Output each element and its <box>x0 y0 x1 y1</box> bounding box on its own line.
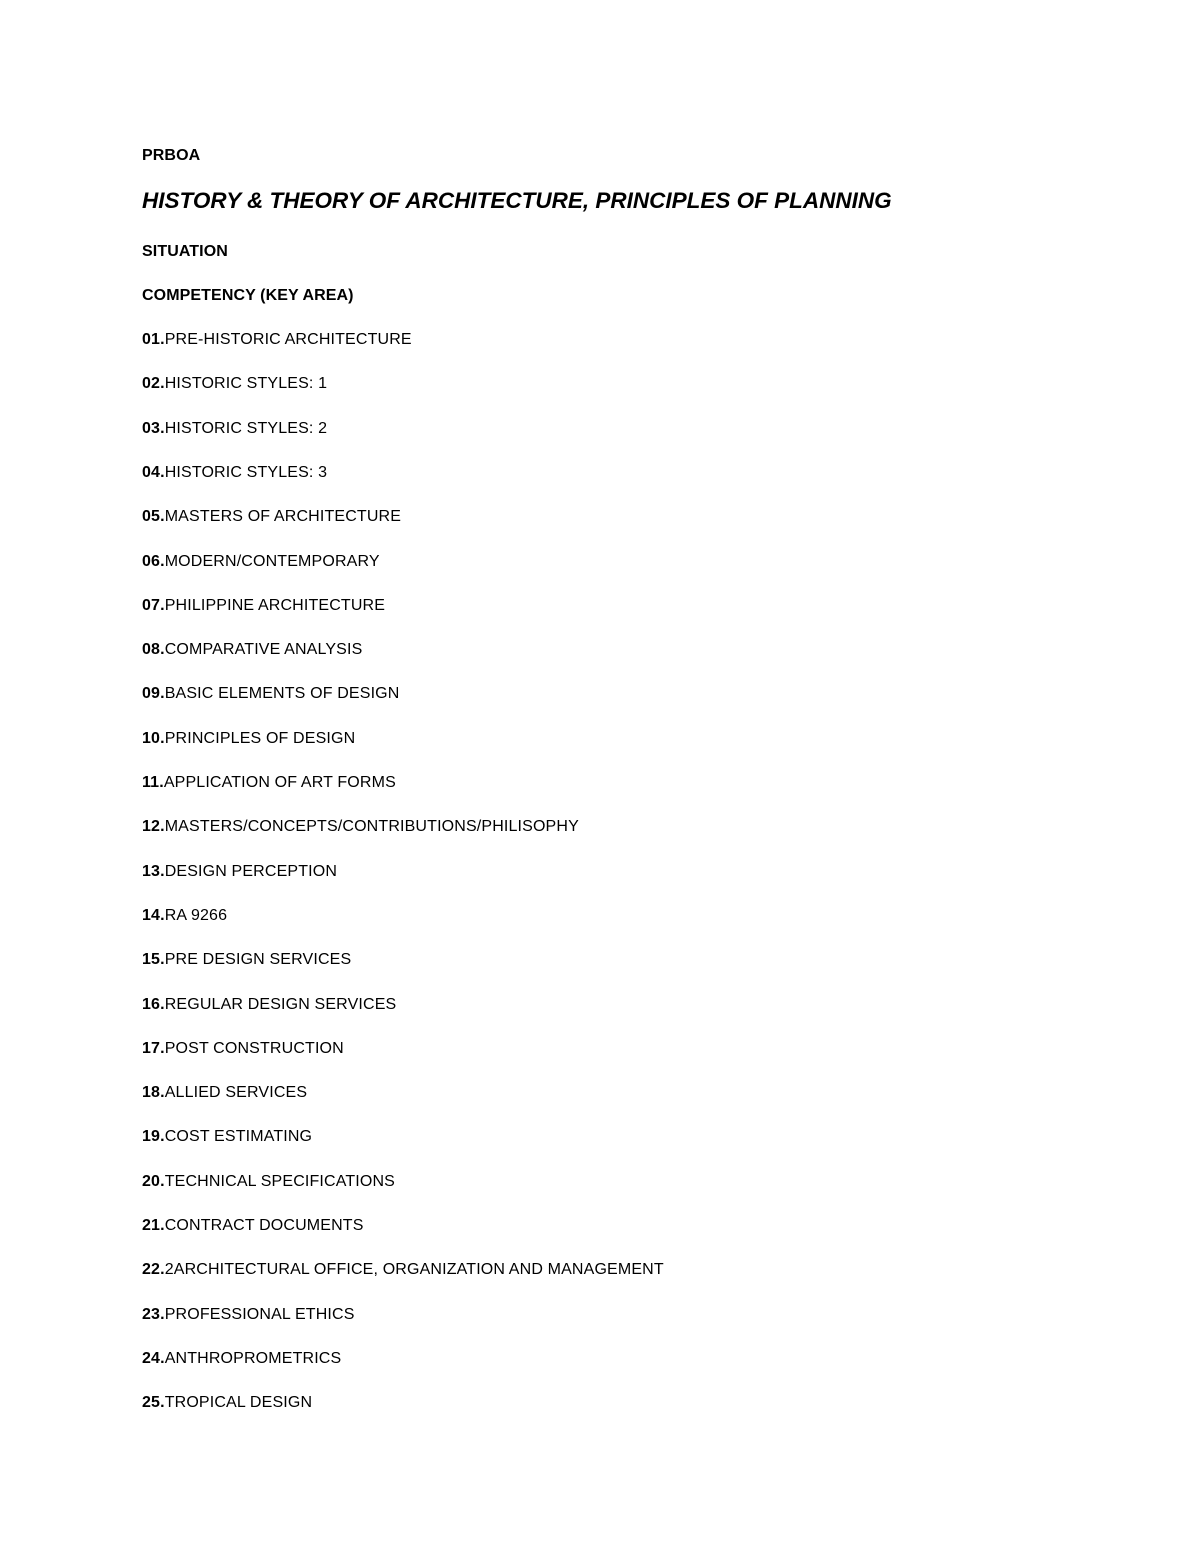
list-item-number: 11. <box>142 774 164 791</box>
list-item-text: COMPARATIVE ANALYSIS <box>164 641 363 658</box>
list-item-text: DESIGN PERCEPTION <box>164 863 338 880</box>
list-item <box>142 331 412 349</box>
list-item-number: 21. <box>142 1217 165 1234</box>
list-item-text: HISTORIC STYLES: 2 <box>164 420 328 437</box>
list-item-text: COST ESTIMATING <box>164 1128 313 1145</box>
list-item <box>142 685 399 703</box>
list-item-text: POST CONSTRUCTION <box>164 1040 344 1057</box>
list-item-number: 12. <box>142 818 165 835</box>
list-item <box>142 641 362 659</box>
list-item <box>142 1217 364 1235</box>
list-item-text: HISTORIC STYLES: 1 <box>164 375 328 392</box>
list-item-number: 20. <box>142 1173 165 1190</box>
list-item-text: REGULAR DESIGN SERVICES <box>164 996 397 1013</box>
list-item-number: 05. <box>142 508 165 525</box>
list-item <box>142 1306 355 1324</box>
document-title: HISTORY & THEORY OF ARCHITECTURE, PRINCIPLES OF PLANNING <box>142 188 892 213</box>
list-item <box>142 907 227 925</box>
list-item-text: 2ARCHITECTURAL OFFICE, ORGANIZATION AND MANAGEMENT <box>164 1261 664 1278</box>
list-item-number: 04. <box>142 464 165 481</box>
list-item <box>142 1350 341 1368</box>
list-item <box>142 375 327 393</box>
list-item <box>142 1394 312 1412</box>
list-item-number: 25. <box>142 1394 165 1411</box>
list-item-number: 09. <box>142 685 165 702</box>
list-item <box>142 774 396 792</box>
list-item <box>142 951 351 969</box>
list-item <box>142 818 579 836</box>
list-item-number: 17. <box>142 1040 165 1057</box>
list-item-number: 16. <box>142 996 165 1013</box>
list-item <box>142 730 355 748</box>
list-item <box>142 597 385 615</box>
list-item-number: 02. <box>142 375 165 392</box>
list-item-text: ANTHROPROMETRICS <box>164 1350 342 1367</box>
list-item-text: PHILIPPINE ARCHITECTURE <box>164 597 386 614</box>
list-item-text: MASTERS/CONCEPTS/CONTRIBUTIONS/PHILISOPHY <box>164 818 579 835</box>
list-item <box>142 1084 307 1102</box>
list-item <box>142 1261 664 1279</box>
list-item-number: 01. <box>142 331 165 348</box>
list-item-number: 10. <box>142 730 165 747</box>
list-item-number: 08. <box>142 641 165 658</box>
list-item-number: 03. <box>142 420 165 437</box>
list-item-text: PRE-HISTORIC ARCHITECTURE <box>164 331 412 348</box>
list-item <box>142 1173 395 1191</box>
list-item-text: PRINCIPLES OF DESIGN <box>164 730 356 747</box>
list-item-number: 19. <box>142 1128 165 1145</box>
competency-heading: COMPETENCY (KEY AREA) <box>142 287 354 304</box>
list-item <box>142 464 327 482</box>
list-item-number: 15. <box>142 951 165 968</box>
list-item-text: BASIC ELEMENTS OF DESIGN <box>164 685 400 702</box>
list-item-number: 22. <box>142 1261 165 1278</box>
list-item-text: TECHNICAL SPECIFICATIONS <box>164 1173 395 1190</box>
list-item-text: HISTORIC STYLES: 3 <box>164 464 328 481</box>
list-item-number: 06. <box>142 553 165 570</box>
list-item <box>142 1040 344 1058</box>
list-item-number: 07. <box>142 597 165 614</box>
list-item-text: MODERN/CONTEMPORARY <box>164 553 380 570</box>
list-item-text: PRE DESIGN SERVICES <box>164 951 352 968</box>
list-item-number: 13. <box>142 863 165 880</box>
list-item <box>142 553 380 571</box>
list-item <box>142 508 401 526</box>
list-item-number: 14. <box>142 907 165 924</box>
org-heading: PRBOA <box>142 147 201 164</box>
list-item-text: APPLICATION OF ART FORMS <box>163 774 396 791</box>
list-item <box>142 420 327 438</box>
list-item-text: CONTRACT DOCUMENTS <box>164 1217 364 1234</box>
list-item-text: MASTERS OF ARCHITECTURE <box>164 508 402 525</box>
list-item-number: 18. <box>142 1084 165 1101</box>
list-item-text: PROFESSIONAL ETHICS <box>164 1306 355 1323</box>
list-item <box>142 1128 312 1146</box>
list-item <box>142 863 337 881</box>
situation-heading: SITUATION <box>142 243 228 260</box>
list-item-text: ALLIED SERVICES <box>164 1084 308 1101</box>
list-item-text: RA 9266 <box>164 907 228 924</box>
list-item-number: 24. <box>142 1350 165 1367</box>
list-item-text: TROPICAL DESIGN <box>164 1394 313 1411</box>
list-item-number: 23. <box>142 1306 165 1323</box>
list-item <box>142 996 396 1014</box>
